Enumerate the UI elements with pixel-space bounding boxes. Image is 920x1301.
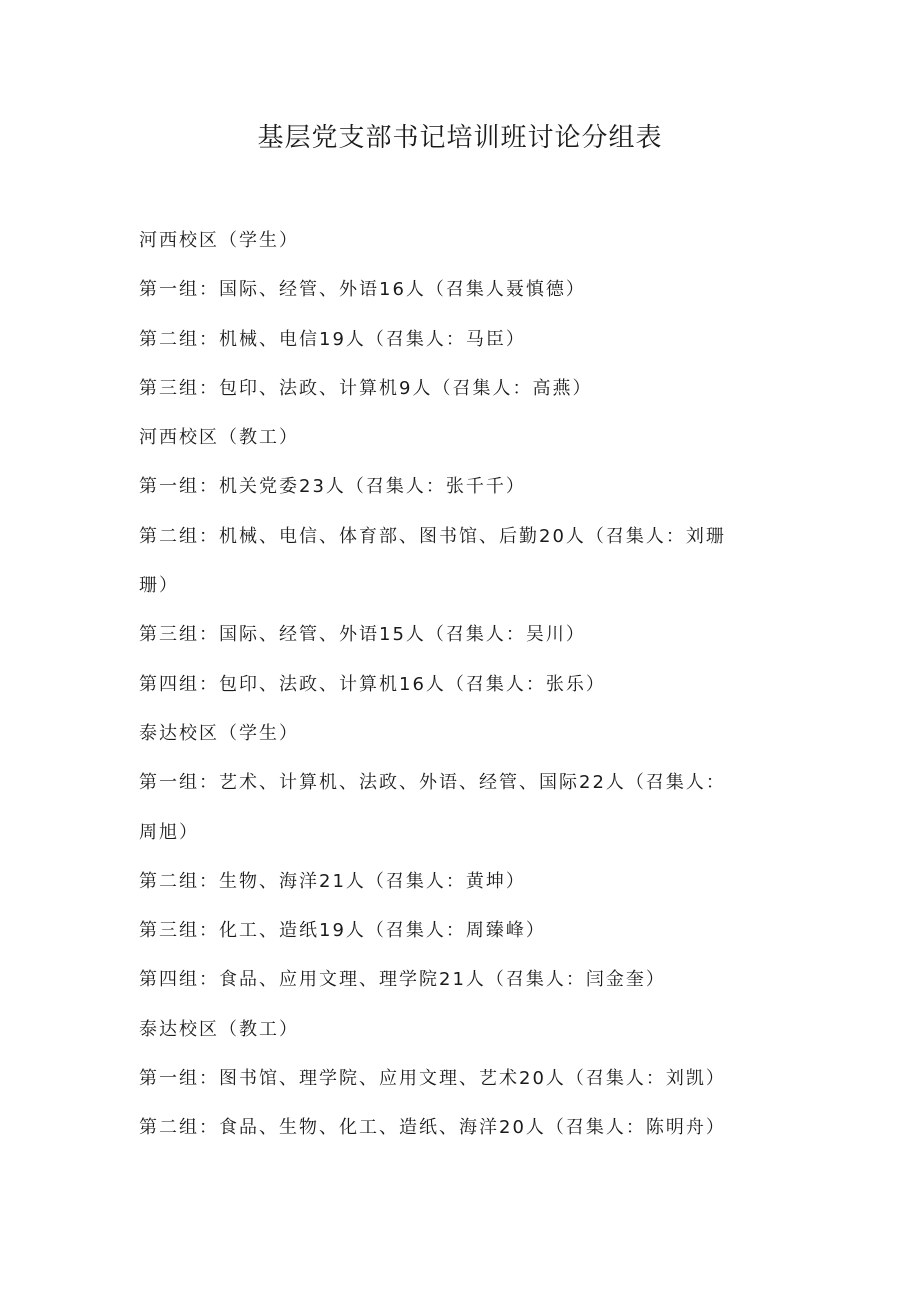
group-line: 第二组：机械、电信、体育部、图书馆、后勤20人（召集人：刘珊 <box>139 525 726 547</box>
group-line: 第四组：包印、法政、计算机16人（召集人：张乐） <box>139 673 606 695</box>
page-title: 基层党支部书记培训班讨论分组表 <box>257 123 663 153</box>
campus-heading-hexi-students: 河西校区（学生） <box>139 230 299 251</box>
group-line: 第二组：机械、电信19人（召集人：马臣） <box>139 328 526 350</box>
group-line-continuation: 珊） <box>139 575 179 597</box>
group-line: 第三组：化工、造纸19人（召集人：周臻峰） <box>139 920 546 942</box>
campus-heading-taida-students: 泰达校区（学生） <box>139 722 299 744</box>
group-line: 第四组：食品、应用文理、理学院21人（召集人：闫金奎） <box>139 969 666 991</box>
group-line-continuation: 周旭） <box>139 821 199 843</box>
group-line: 第三组：包印、法政、计算机9人（召集人：高燕） <box>139 377 593 399</box>
group-line: 第一组：图书馆、理学院、应用文理、艺术20人（召集人：刘凯） <box>139 1068 726 1090</box>
group-line: 第二组：食品、生物、化工、造纸、海洋20人（召集人：陈明舟） <box>139 1117 726 1139</box>
group-line: 第一组：机关党委23人（召集人：张千千） <box>139 476 526 498</box>
group-line: 第一组：艺术、计算机、法政、外语、经管、国际22人（召集人： <box>139 772 726 794</box>
document-body <box>139 216 739 1153</box>
campus-heading-hexi-staff: 河西校区（教工） <box>139 427 299 449</box>
group-line: 第一组：国际、经管、外语16人（召集人聂慎德） <box>139 279 586 301</box>
group-line: 第二组：生物、海洋21人（召集人：黄坤） <box>139 870 526 892</box>
campus-heading-taida-staff: 泰达校区（教工） <box>139 1018 299 1040</box>
group-line: 第三组：国际、经管、外语15人（召集人：吴川） <box>139 624 586 646</box>
